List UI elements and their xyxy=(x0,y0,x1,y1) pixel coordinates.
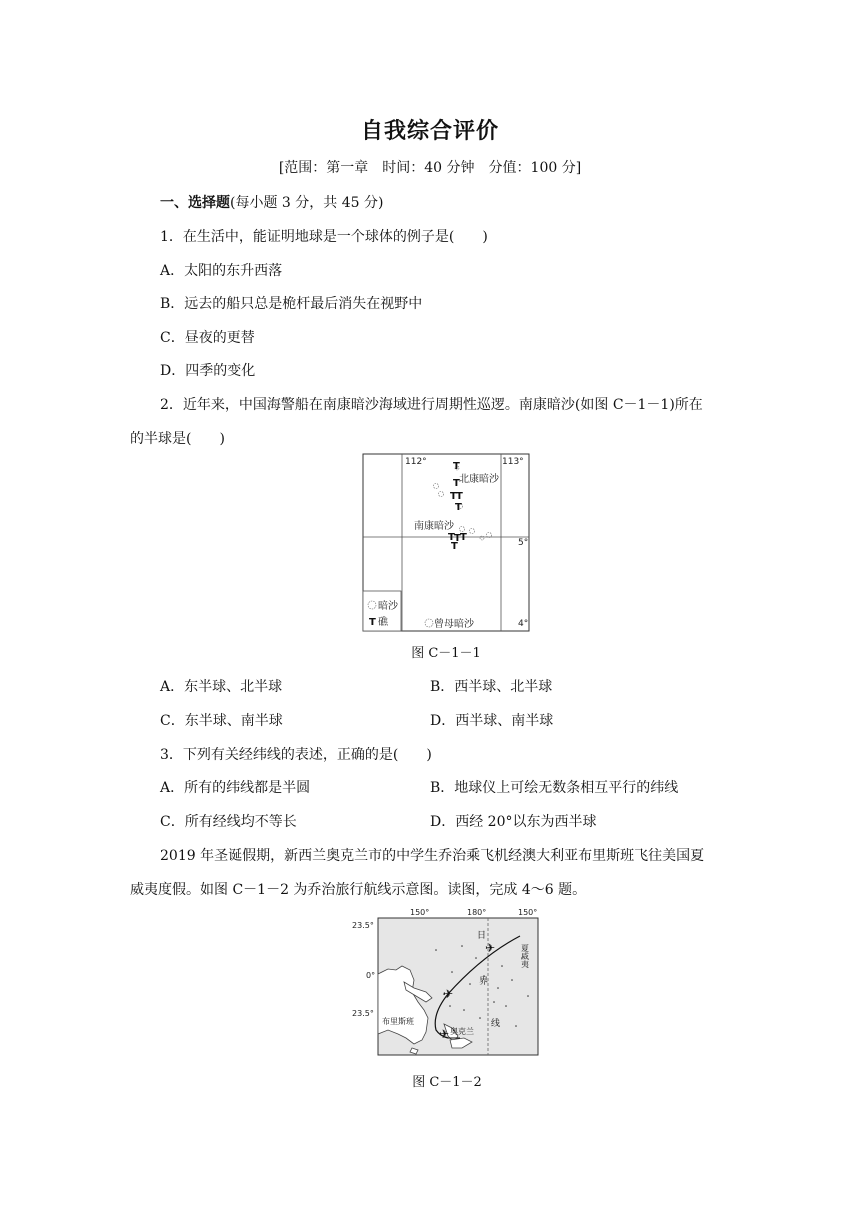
svg-text:T: T xyxy=(451,541,458,552)
question-2-stem-line2: 的半球是( ) xyxy=(130,431,225,447)
svg-text:T: T xyxy=(453,478,460,489)
fig1-lat-5: 5° xyxy=(518,538,529,548)
fig2-dateline-char-2: 界 xyxy=(479,977,489,987)
svg-text:T: T xyxy=(453,461,460,472)
svg-text:T: T xyxy=(369,617,376,628)
question-1-option-d: D．四季的变化 xyxy=(160,363,256,379)
svg-text:T: T xyxy=(454,533,461,544)
figure-1-map xyxy=(362,453,530,633)
section-title: 一、选择题 xyxy=(160,195,230,211)
fig2-label-auckland: 奥克兰 xyxy=(450,1027,474,1036)
svg-text:夏威夷: 夏威夷 xyxy=(520,944,530,968)
fig1-legend-shoal: 暗沙 xyxy=(378,601,398,612)
question-1-option-b: B．远去的船只总是桅杆最后消失在视野中 xyxy=(160,296,423,312)
question-1-stem: 1．在生活中，能证明地球是一个球体的例子是( ) xyxy=(160,229,488,245)
fig1-label-nankang: 南康暗沙 xyxy=(414,521,454,532)
fig1-label-beikang: 北康暗沙 xyxy=(459,474,499,485)
question-3-option-b: B．地球仪上可绘无数条相互平行的纬线 xyxy=(430,780,679,796)
section-note: (每小题 3 分，共 45 分) xyxy=(230,195,384,211)
question-3-option-c: C．所有经线均不等长 xyxy=(160,814,297,830)
fig2-label-hawaii xyxy=(521,944,530,969)
fig2-lat-equator: 0° xyxy=(366,971,376,980)
fig2-lat-south: 23.5° xyxy=(352,1009,374,1018)
svg-text:T: T xyxy=(456,491,463,502)
figure-2-caption: 图 C－1－2 xyxy=(412,1075,482,1090)
svg-text:✈: ✈ xyxy=(443,987,454,1001)
question-2-option-b: B．西半球、北半球 xyxy=(430,679,553,695)
figure-2-map xyxy=(352,906,542,1058)
question-2-option-a: A．东半球、北半球 xyxy=(160,679,283,695)
question-2-stem-line1: 2．近年来，中国海警船在南康暗沙海域进行周期性巡逻。南康暗沙(如图 C－1－1)所在 xyxy=(160,397,703,413)
question-1-option-c: C．昼夜的更替 xyxy=(160,330,255,346)
fig2-label-brisbane: 布里斯班 xyxy=(382,1017,414,1026)
section-heading xyxy=(160,192,383,212)
question-1-option-a: A．太阳的东升西落 xyxy=(160,263,283,279)
question-3-option-a: A．所有的纬线都是半圆 xyxy=(160,780,311,796)
passage-line1: 2019 年圣诞假期，新西兰奥克兰市的中学生乔治乘飞机经澳大利亚布里斯班飞往美国夏 xyxy=(160,848,705,864)
page-title: 自我综合评价 xyxy=(360,119,499,144)
svg-text:T: T xyxy=(448,532,455,543)
fig2-lon-150w: 150° xyxy=(518,908,538,917)
figure-1-caption: 图 C－1－1 xyxy=(411,646,481,661)
fig2-lat-north: 23.5° xyxy=(352,921,374,930)
fig2-lon-180: 180° xyxy=(467,908,487,917)
question-2-option-c: C．东半球、南半球 xyxy=(160,713,283,729)
question-3-stem: 3．下列有关经纬线的表述，正确的是( ) xyxy=(160,747,432,763)
passage-line2: 威夷度假。如图 C－1－2 为乔治旅行航线示意图。读图，完成 4～6 题。 xyxy=(130,882,587,898)
svg-text:✈: ✈ xyxy=(485,941,496,955)
fig1-lon-112: 112° xyxy=(405,457,427,467)
fig1-legend-reef: 礁 xyxy=(378,617,388,628)
svg-text:T: T xyxy=(460,532,467,543)
fig2-dateline-char-1: 日 xyxy=(477,931,487,941)
fig2-dateline-char-3: 线 xyxy=(491,1019,501,1029)
svg-text:T: T xyxy=(455,502,462,513)
fig1-lon-113: 113° xyxy=(502,457,524,467)
question-2-option-d: D．西半球、南半球 xyxy=(430,713,554,729)
svg-text:T: T xyxy=(450,491,457,502)
question-3-option-d: D．西经 20°以东为西半球 xyxy=(430,814,597,830)
fig2-lon-150e: 150° xyxy=(410,908,430,917)
fig1-lat-4: 4° xyxy=(518,619,529,629)
page-subtitle: [范围：第一章 时间：40 分钟 分值：100 分] xyxy=(278,160,582,176)
svg-text:✈: ✈ xyxy=(439,1027,450,1041)
fig1-label-zengmu: 曾母暗沙 xyxy=(434,619,474,630)
